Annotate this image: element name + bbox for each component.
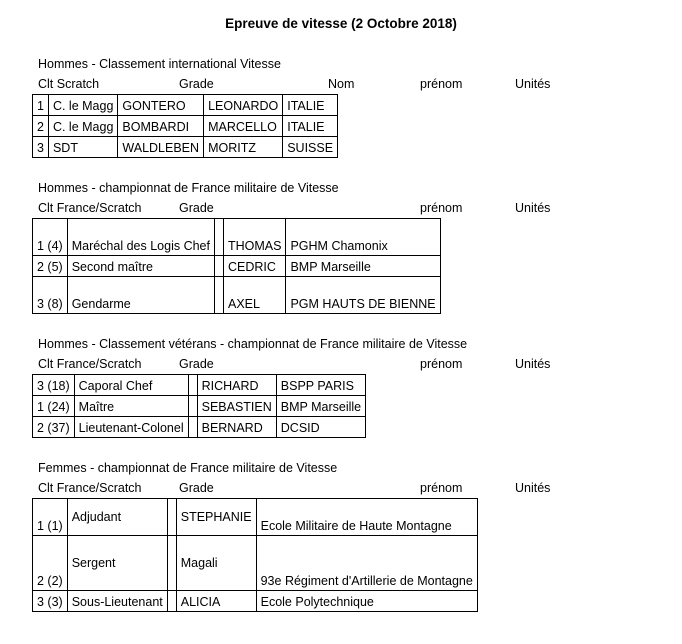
cell-empty (167, 499, 176, 536)
cell-unit: ITALIE (283, 116, 338, 137)
results-table (32, 94, 338, 158)
cell-firstname: CEDRIC (223, 256, 285, 277)
cell-empty (167, 536, 176, 591)
cell-empty (188, 417, 197, 438)
header-unit: Unités (515, 481, 551, 495)
results-table (32, 498, 478, 612)
cell-grade: Maître (74, 396, 188, 417)
cell-grade: Lieutenant-Colonel (74, 417, 188, 438)
section-title: Hommes - Classement vétérans - championnat de France militaire de Vitesse (38, 337, 468, 351)
cell-name: BOMBARDI (118, 116, 204, 137)
header-firstname: prénom (420, 201, 463, 215)
header-rank: Clt Scratch (38, 77, 100, 91)
results-table (32, 374, 366, 438)
cell-rank: 2 (2) (33, 536, 68, 591)
cell-grade: Maréchal des Logis Chef (67, 219, 214, 256)
table-row (33, 375, 366, 396)
cell-rank: 1 (1) (33, 499, 68, 536)
header-rank: Clt France/Scratch (38, 481, 142, 495)
cell-name: WALDLEBEN (118, 137, 204, 158)
cell-firstname: THOMAS (223, 219, 285, 256)
page-title: Epreuve de vitesse (2 Octobre 2018) (225, 16, 457, 31)
cell-firstname: SEBASTIEN (197, 396, 276, 417)
cell-empty (188, 396, 197, 417)
header-grade: Grade (179, 77, 214, 91)
cell-unit: SUISSE (283, 137, 338, 158)
results-table (32, 218, 441, 314)
cell-grade: Gendarme (67, 277, 214, 314)
cell-grade: Caporal Chef (74, 375, 188, 396)
cell-grade: Sous-Lieutenant (67, 591, 167, 612)
cell-grade: Sergent (67, 536, 167, 591)
cell-empty (214, 277, 223, 314)
header-grade: Grade (179, 481, 214, 495)
section-title: Hommes - Classement international Vitesse (38, 57, 281, 71)
table-row (33, 396, 366, 417)
header-unit: Unités (515, 201, 551, 215)
cell-firstname: LEONARDO (204, 95, 283, 116)
column-headers (38, 481, 648, 499)
cell-firstname: STEPHANIE (176, 499, 256, 536)
cell-firstname: AXEL (223, 277, 285, 314)
header-grade: Grade (179, 357, 214, 371)
section-title: Hommes - championnat de France militaire de Vitesse (38, 181, 339, 195)
cell-rank: 3 (8) (33, 277, 68, 314)
table-row (33, 256, 441, 277)
cell-empty (214, 219, 223, 256)
table-row (33, 137, 338, 158)
table-row (33, 277, 441, 314)
header-unit: Unités (515, 357, 551, 371)
column-headers (38, 77, 648, 95)
cell-unit: PGM HAUTS DE BIENNE (286, 277, 440, 314)
cell-grade: C. le Magg (48, 116, 117, 137)
cell-firstname: RICHARD (197, 375, 276, 396)
cell-unit: BMP Marseille (276, 396, 365, 417)
cell-firstname: Magali (176, 536, 256, 591)
column-headers (38, 201, 648, 219)
header-grade: Grade (179, 201, 214, 215)
cell-unit: DCSID (276, 417, 365, 438)
cell-rank: 2 (5) (33, 256, 68, 277)
header-name: Nom (328, 77, 355, 91)
cell-empty (188, 375, 197, 396)
cell-rank: 2 (37) (33, 417, 75, 438)
column-headers (38, 357, 648, 375)
section-title: Femmes - championnat de France militaire de Vitesse (38, 461, 338, 475)
header-firstname: prénom (420, 481, 463, 495)
cell-unit: BMP Marseille (286, 256, 440, 277)
table-row (33, 536, 478, 591)
cell-rank: 2 (33, 116, 49, 137)
cell-unit: 93e Régiment d'Artillerie de Montagne (256, 536, 477, 591)
table-row (33, 499, 478, 536)
cell-empty (167, 591, 176, 612)
cell-firstname: ALICIA (176, 591, 256, 612)
cell-grade: SDT (48, 137, 117, 158)
cell-firstname: BERNARD (197, 417, 276, 438)
table-row (33, 95, 338, 116)
cell-rank: 1 (4) (33, 219, 68, 256)
cell-rank: 1 (33, 95, 49, 116)
cell-unit: ITALIE (283, 95, 338, 116)
header-firstname: prénom (420, 357, 463, 371)
cell-rank: 1 (24) (33, 396, 75, 417)
header-rank: Clt France/Scratch (38, 357, 142, 371)
cell-firstname: MORITZ (204, 137, 283, 158)
header-firstname: prénom (420, 77, 463, 91)
cell-rank: 3 (18) (33, 375, 75, 396)
table-row (33, 591, 478, 612)
cell-unit: Ecole Polytechnique (256, 591, 477, 612)
cell-firstname: MARCELLO (204, 116, 283, 137)
cell-grade: Second maître (67, 256, 214, 277)
cell-grade: Adjudant (67, 499, 167, 536)
cell-name: GONTERO (118, 95, 204, 116)
header-rank: Clt France/Scratch (38, 201, 142, 215)
cell-grade: C. le Magg (48, 95, 117, 116)
table-row (33, 219, 441, 256)
table-row (33, 417, 366, 438)
cell-unit: BSPP PARIS (276, 375, 365, 396)
cell-rank: 3 (3) (33, 591, 68, 612)
cell-unit: Ecole Militaire de Haute Montagne (256, 499, 477, 536)
table-row (33, 116, 338, 137)
cell-rank: 3 (33, 137, 49, 158)
header-unit: Unités (515, 77, 551, 91)
cell-empty (214, 256, 223, 277)
cell-unit: PGHM Chamonix (286, 219, 440, 256)
